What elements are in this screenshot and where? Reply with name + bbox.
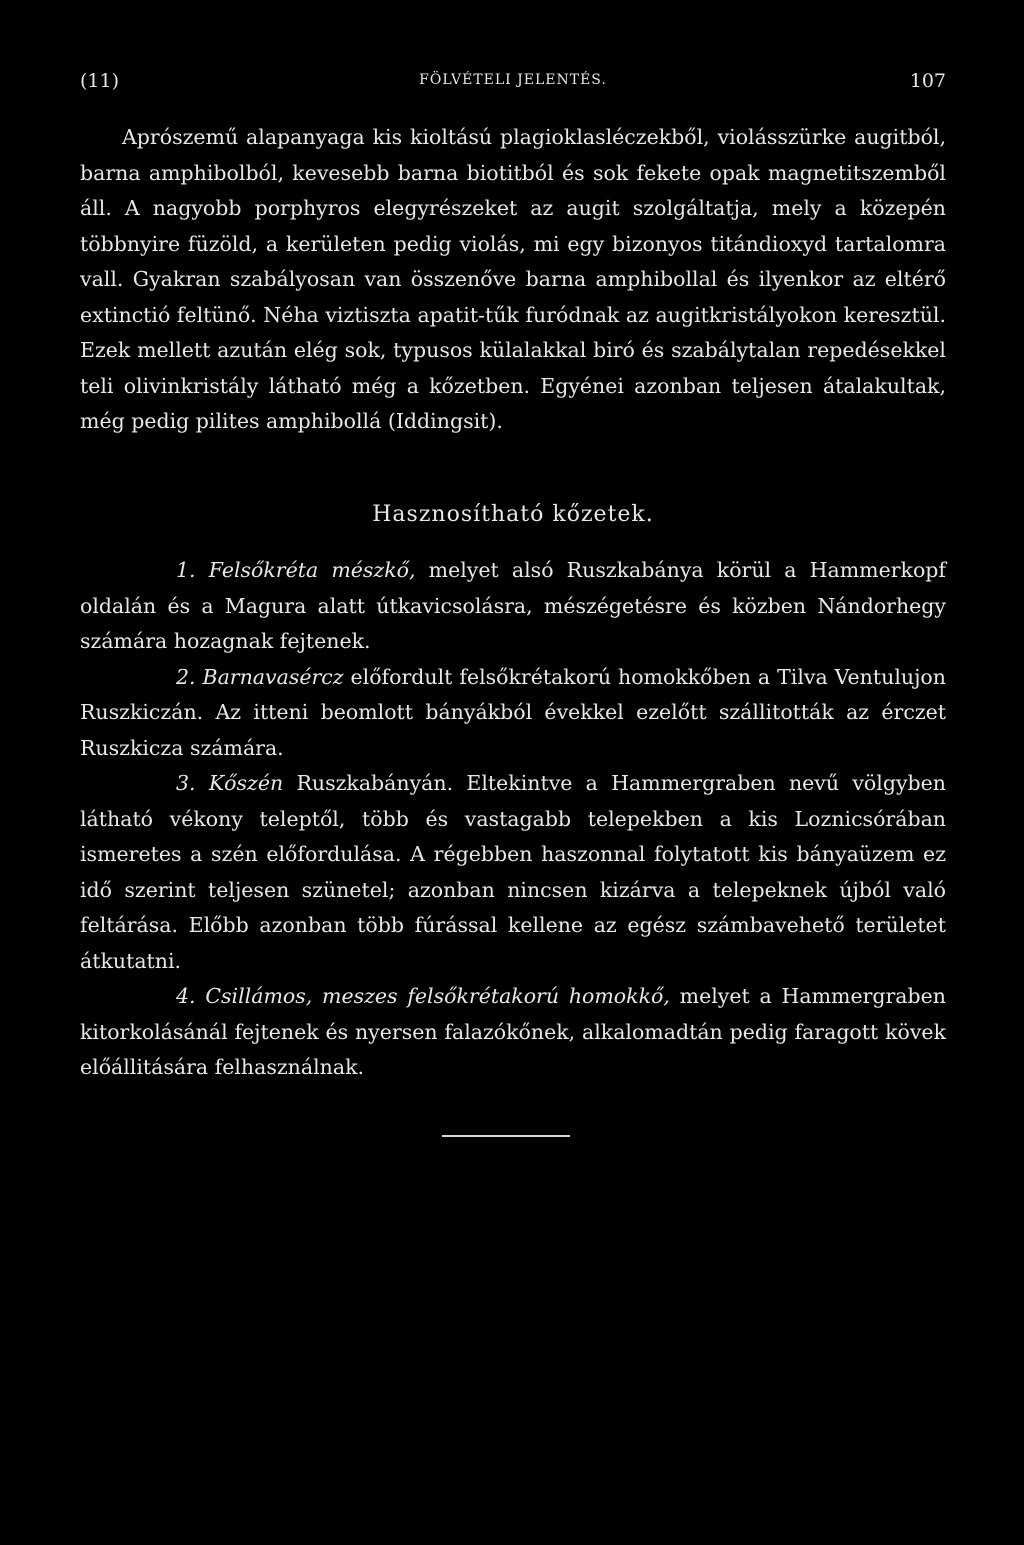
section-title: Hasznosítható kőzetek. bbox=[372, 502, 654, 527]
item-name: Barnavasércz bbox=[202, 664, 344, 689]
end-rule bbox=[442, 1135, 570, 1137]
intro-paragraph: Aprószemű alapanyaga kis kioltású plagioklasléczekből, violásszürke augitból, barna amphibolból, kevesebb barna biotitból és sok fekete opak magnetitszemből áll. A nagyobb porphyros elegyrészeket az augit szolgáltatja, mely a közepén többnyire füzöld, a kerületen pedig violás, mi egy bizonyos titándioxyd tartalomra vall. Gyakran szabályosan van összenőve barna amphibollal és ilyenkor az eltérő extinctió feltünő. Néha viztiszta apatit-tűk furódnak az augitkristályokon keresztül. Ezek mellett azután elég sok, typusos külalakkal biró és szabálytalan repedésekkel teli olivinkristály látható még a kőzetben. Egyénei azonban teljesen átalakultak, még pedig pilites amphibollá (Iddingsit). bbox=[80, 125, 946, 433]
rock-list bbox=[80, 553, 946, 1086]
list-item bbox=[80, 979, 946, 1086]
chapter-number: (11) bbox=[80, 70, 120, 92]
item-text: Ruszkabányán. Eltekintve a Hammergraben nevű völgyben látható vékony teleptől, több és vastagabb telepekben a kis Loznicsórában ismeretes a szén előfordulása. A régebben haszonnal folytatott kis bányaüzem ez idő szerint teljesen szünetel; azonban nincsen kizárva a telepeknek újból való feltárása. Előbb azonban több fúrással kellene az egész számbavehető területet átkutatni. bbox=[80, 771, 946, 973]
page-number: 107 bbox=[909, 70, 946, 92]
item-number: 2. bbox=[176, 664, 196, 689]
item-text: melyet alsó Ruszkabánya körül a Hammerkopf oldalán és a Magura alatt útkavicsolásra, mészégetésre és közben Nándorhegy számára hozagnak fejtenek. bbox=[80, 558, 946, 653]
list-item bbox=[80, 660, 946, 767]
body-text bbox=[80, 120, 946, 440]
running-title: FÖLVÉTELI JELENTÉS. bbox=[419, 72, 607, 88]
item-number: 1. bbox=[176, 558, 196, 582]
running-head bbox=[80, 70, 946, 100]
item-name: Csillámos, meszes felsőkrétakorú homokkő, bbox=[205, 984, 670, 1008]
item-name: Kőszén bbox=[208, 771, 284, 795]
item-text: melyet a Hammergraben kitorkolásánál fejtenek és nyersen falazókőnek, alkalomadtán pedig faragott kövek előállitására felhasználnak. bbox=[80, 984, 946, 1079]
item-number: 3. bbox=[176, 771, 196, 795]
item-number: 4. bbox=[176, 984, 196, 1008]
list-item bbox=[80, 553, 946, 660]
item-text: előfordult felsőkrétakorú homokkőben a Tilva Ventulujon Ruszkiczán. Az itteni beomlott bányákból évekkel ezelőtt szállitották az érczet Ruszkicza számára. bbox=[80, 664, 946, 760]
item-name: Felsőkréta mészkő, bbox=[208, 558, 416, 582]
list-item bbox=[80, 766, 946, 979]
